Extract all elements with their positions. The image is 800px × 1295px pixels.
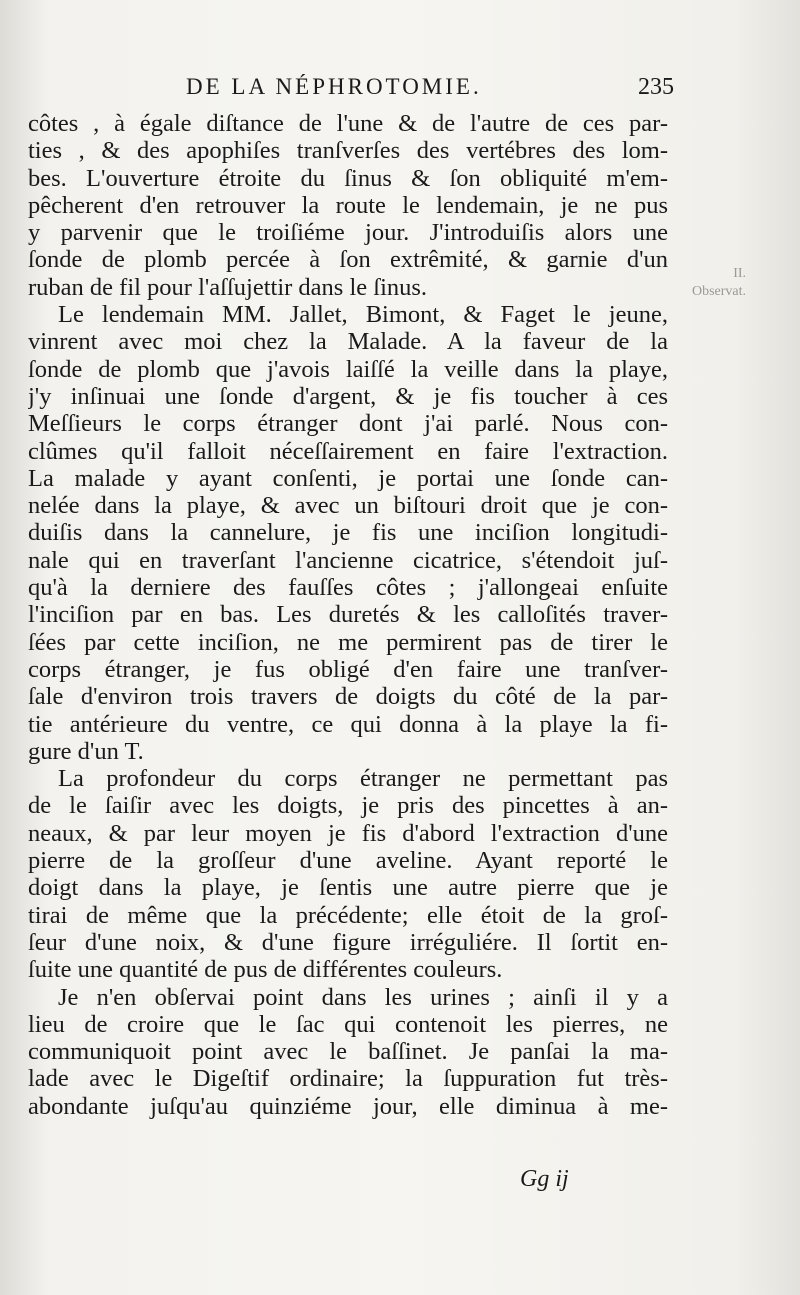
text-line: ſuite une quantité de pus de différentes couleurs. — [28, 956, 503, 984]
text-line: ties , & des apophiſes tranſverſes des vertébres des lom- — [28, 137, 668, 165]
margin-note-line: II. — [733, 266, 747, 281]
text-line: vinrent avec moi chez la Malade. A la faveur de la — [28, 328, 668, 356]
text-line: ſale d'environ trois travers de doigts du côté de la par- — [28, 683, 668, 711]
text-line: corps étranger, je fus obligé d'en faire une tranſver- — [28, 655, 668, 683]
margin-note-line: Observat. — [692, 284, 747, 299]
text-line: nelée dans la playe, & avec un biſtouri droit que je con- — [28, 492, 668, 520]
body-text — [28, 110, 668, 1120]
text-line: lieu de croire que le ſac qui contenoit les pierres, ne — [28, 1010, 668, 1038]
text-line: tirai de même que la précédente; elle étoit de la groſ- — [28, 901, 668, 929]
text-line: bes. L'ouverture étroite du ſinus & ſon obliquité m'em- — [28, 164, 668, 192]
text-line: j'y inſinuai une ſonde d'argent, & je fis toucher à ces — [28, 382, 668, 410]
signature-mark: Gg ij — [520, 1166, 569, 1192]
margin-note — [692, 265, 746, 301]
text-line: y parvenir que le troiſiéme jour. J'introduiſis alors une — [28, 219, 668, 247]
text-line: pêcherent d'en retrouver la route le lendemain, je ne pus — [28, 191, 668, 219]
text-line: ſonde de plomb percée à ſon extrêmité, & garnie d'un — [28, 246, 668, 274]
text-line: abondante juſqu'au quinziéme jour, elle diminua à me- — [28, 1092, 668, 1120]
text-line: ſeur d'une noix, & d'une figure irréguliére. Il ſortit en- — [28, 928, 668, 956]
text-line: lade avec le Digeſtif ordinaire; la ſuppuration fut très- — [28, 1065, 668, 1093]
text-line: duiſis dans la cannelure, je fis une inciſion longitudi- — [28, 519, 668, 547]
text-line: nale qui en traverſant l'ancienne cicatrice, s'étendoit juſ- — [28, 546, 668, 574]
text-line: neaux, & par leur moyen je fis d'abord l'extraction d'une — [28, 819, 668, 847]
text-line: côtes , à égale diſtance de l'une & de l'autre de ces par- — [28, 110, 668, 137]
text-line: tie antérieure du ventre, ce qui donna à la playe la fi- — [28, 710, 668, 738]
text-line: clûmes qu'il falloit néceſſairement en faire l'extraction. — [28, 437, 668, 465]
text-line: qu'à la derniere des fauſſes côtes ; j'allongeai enſuite — [28, 574, 668, 602]
text-line: Le lendemain MM. Jallet, Bimont, & Faget le jeune, — [58, 301, 668, 329]
text-line: ſées par cette inciſion, ne me permirent pas de tirer le — [28, 628, 668, 656]
text-line: doigt dans la playe, je ſentis une autre pierre que je — [28, 874, 668, 902]
text-line: Je n'en obſervai point dans les urines ; ainſi il y a — [58, 983, 668, 1011]
text-line: Meſſieurs le corps étranger dont j'ai parlé. Nous con- — [28, 410, 668, 438]
text-line: ruban de fil pour l'aſſujettir dans le ſinus. — [28, 273, 428, 301]
text-line: communiquoit point avec le baſſinet. Je panſai la ma- — [28, 1038, 668, 1066]
page-header — [186, 74, 674, 106]
text-line: La profondeur du corps étranger ne permettant pas — [58, 765, 668, 793]
text-line: ſonde de plomb que j'avois laiſſé la veille dans la playe, — [28, 355, 668, 383]
running-title: DE LA NÉPHROTOMIE. — [186, 74, 482, 99]
text-line: l'inciſion par en bas. Les duretés & les calloſités traver- — [28, 601, 668, 629]
text-line: gure d'un T. — [28, 737, 144, 765]
text-line: de le ſaiſir avec les doigts, je pris des pincettes à an- — [28, 792, 668, 820]
page-number: 235 — [638, 74, 674, 100]
text-line: La malade y ayant conſenti, je portai une ſonde can- — [28, 464, 668, 492]
text-line: pierre de la groſſeur d'une aveline. Ayant reporté le — [28, 847, 668, 875]
